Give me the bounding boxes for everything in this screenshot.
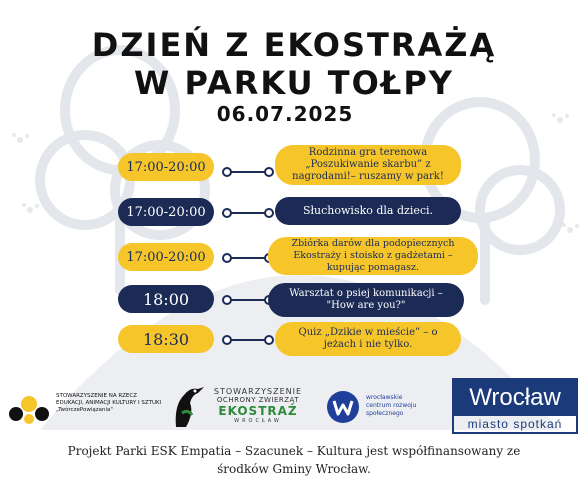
connector-dot (264, 167, 274, 177)
schedule-time-2: 17:00-20:00 (118, 198, 214, 226)
logo-ekostraz (168, 383, 310, 433)
connector-dot (222, 295, 232, 305)
schedule-time-4: 18:00 (118, 285, 214, 313)
logo1-line3: „TwórczePowiązania" (56, 407, 113, 413)
schedule-activity-2: Słuchowisko dla dzieci. (275, 197, 461, 225)
event-date: 06.07.2025 (216, 102, 354, 126)
schedule-activity-4: Warsztat o psiej komunikacji – "How are you?" (268, 283, 464, 317)
logo-stowarzyszenie (6, 388, 166, 428)
connector-dot (222, 335, 232, 345)
connector-dot (222, 208, 232, 218)
tworcze-powiazania-logo-icon (6, 392, 52, 426)
logo4-line2: miasto spotkań (467, 417, 563, 431)
schedule-time-5: 18:30 (118, 325, 214, 353)
schedule-time-3: 17:00-20:00 (118, 243, 214, 271)
logo-wroclaw (452, 378, 578, 434)
connector-dot (222, 253, 232, 263)
footer-text (0, 442, 588, 478)
event-title-line1: DZIEŃ Z EKOSTRAŻĄ (91, 26, 497, 64)
schedule-activity-1: Rodzinna gra terenowa „Poszukiwanie skarbu” z nagrodami!– ruszamy w park! (275, 145, 461, 185)
logo4-line1: Wrocław (454, 380, 576, 416)
logo2-line3: EKOSTRAŻ (218, 404, 298, 418)
connector-line (226, 339, 268, 341)
footer-line2: środków Gminy Wrocław. (217, 462, 371, 476)
logo2-line2: OCHRONY ZWIERZĄT (216, 396, 300, 404)
schedule-activity-5: Quiz „Dzikie w mieście” – o jeżach i nie tylko. (275, 322, 461, 356)
schedule-activity-3: Zbiórka darów dla podopiecznych Ekostraży i stoisko z gadżetami – kupując pomagasz. (268, 237, 478, 275)
logo3-line3: społecznego (366, 410, 404, 417)
connector-line (226, 212, 268, 214)
logo2-line1: STOWARZYSZENIE (213, 387, 303, 396)
connector-line (226, 299, 268, 301)
connector-line (226, 257, 268, 259)
logo2-line4: WROCŁAW (234, 418, 282, 424)
wcrs-w-icon (326, 390, 360, 424)
logo1-line1: STOWARZYSZENIE NA RZECZ (56, 393, 138, 399)
connector-dot (264, 208, 274, 218)
logo-wcrs (326, 390, 436, 426)
bird-icon (168, 383, 208, 431)
logo1-line2: EDUKACJI, ANIMACJI KULTURY I SZTUKI (56, 400, 162, 406)
connector-dot (222, 167, 232, 177)
event-title-line2: W PARKU TOŁPY (134, 64, 454, 102)
connector-line (226, 171, 268, 173)
schedule-time-1: 17:00-20:00 (118, 153, 214, 181)
footer-line1: Projekt Parki ESK Empatia – Szacunek – Kultura jest współfinansowany ze (67, 444, 521, 458)
logo3-line2: centrum rozwoju (366, 402, 417, 409)
connector-dot (264, 335, 274, 345)
logo3-line1: wrocławskie (366, 394, 403, 401)
